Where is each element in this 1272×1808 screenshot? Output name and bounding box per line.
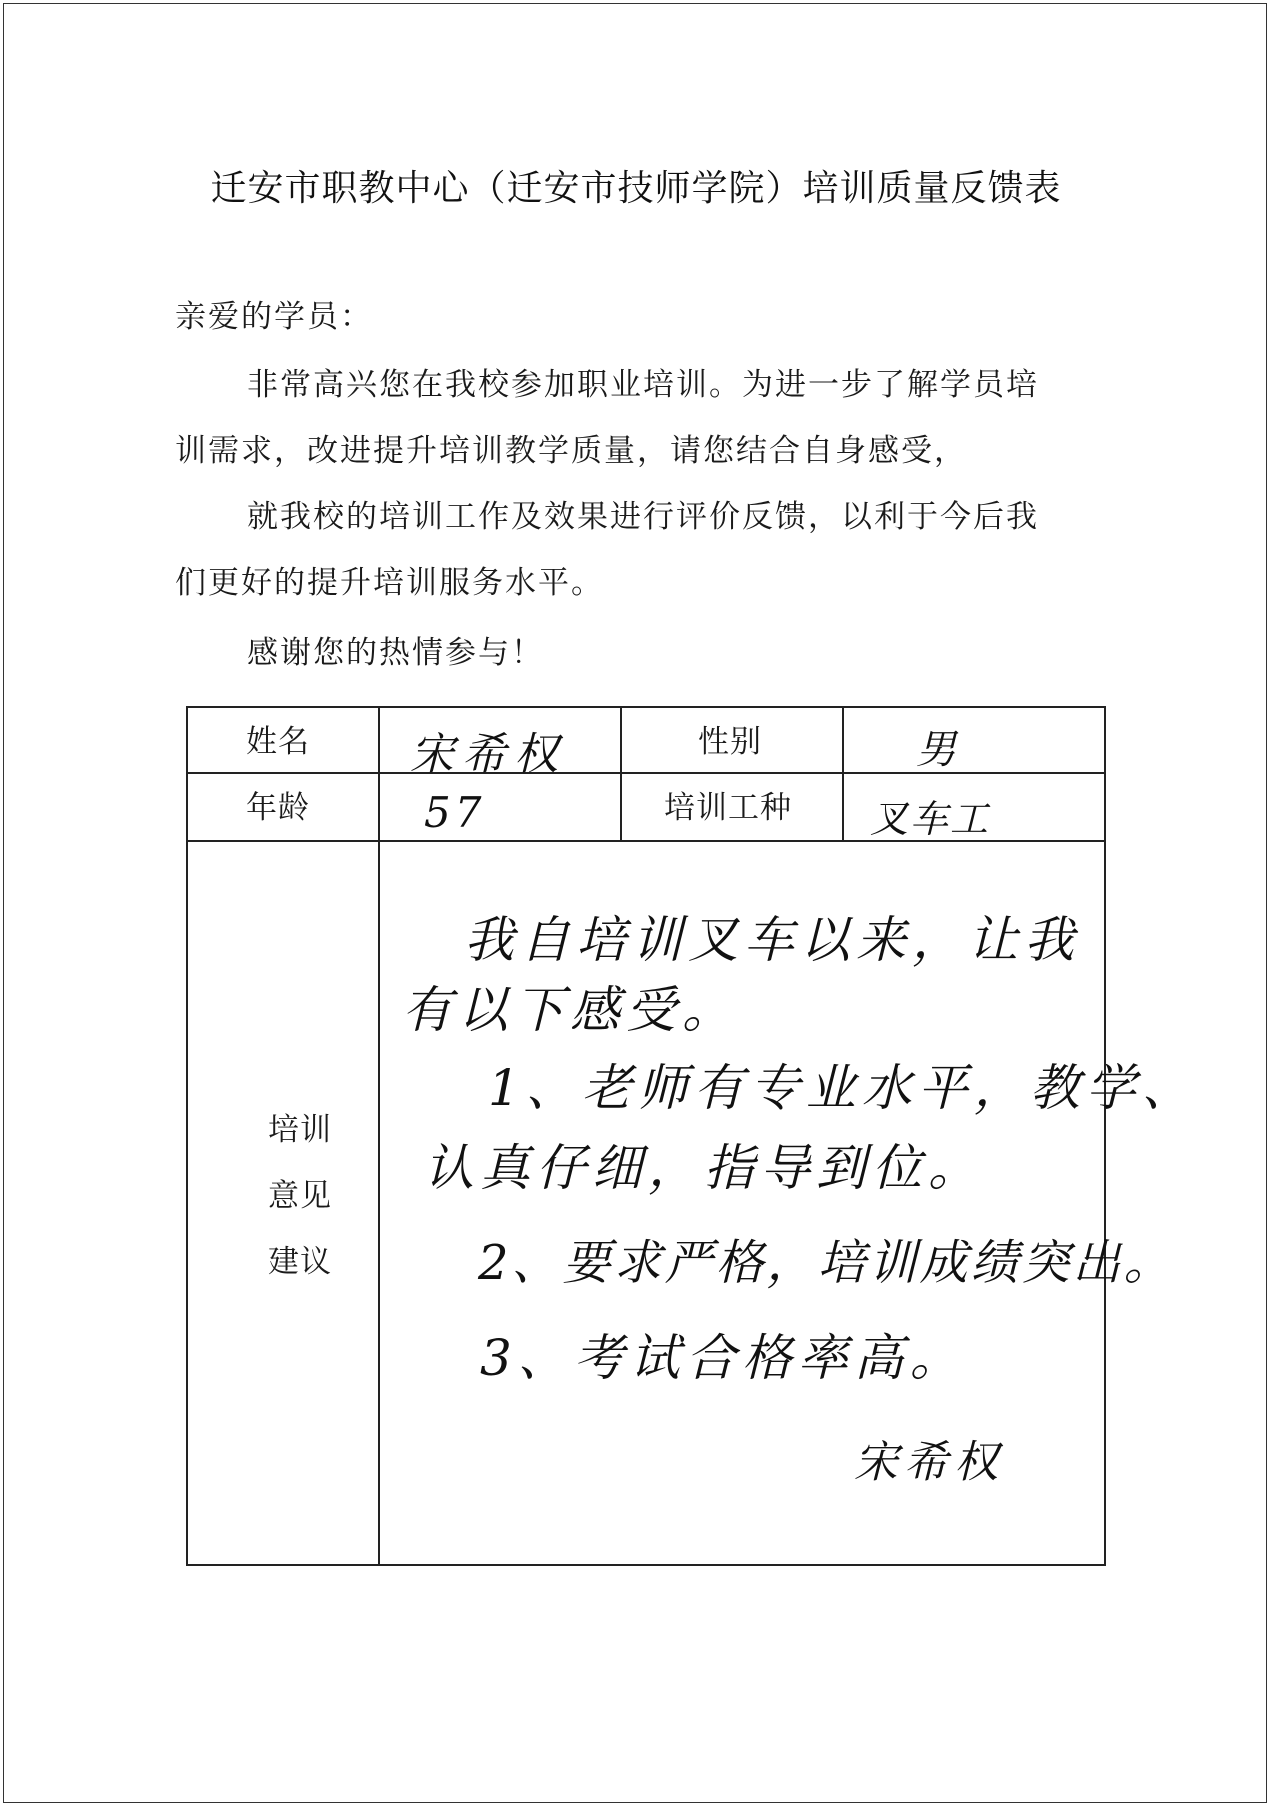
column-divider	[842, 708, 844, 840]
intro-line-1: 非常高兴您在我校参加职业培训。为进一步了解学员培	[247, 367, 1039, 403]
gender-value: 男	[916, 727, 956, 773]
feedback-line-2: 有以下感受。	[402, 981, 738, 1039]
name-value: 宋希权	[410, 729, 566, 780]
row-divider	[188, 772, 1104, 774]
name-label: 姓名	[246, 724, 310, 760]
trade-value: 叉车工	[870, 797, 991, 841]
intro-paragraph	[175, 352, 1075, 616]
document-title: 迁安市职教中心（迁安市技师学院）培训质量反馈表	[210, 168, 1062, 209]
age-value: 57	[424, 788, 486, 837]
feedback-label-line-2: 意见	[268, 1178, 332, 1214]
feedback-line-1: 我自培训叉车以来，让我	[464, 911, 1080, 969]
feedback-line-3: 1、老师有专业水平，教学、	[488, 1059, 1198, 1117]
feedback-line-4: 认真仔细，指导到位。	[424, 1139, 984, 1197]
trade-label: 培训工种	[664, 790, 792, 826]
greeting: 亲爱的学员：	[175, 299, 373, 335]
intro-line-2: 训需求，改进提升培训教学质量，请您结合自身感受，	[175, 433, 967, 469]
intro-line-4: 们更好的提升培训服务水平。	[175, 565, 604, 601]
feedback-form-table	[186, 706, 1198, 1566]
feedback-line-6: 3、考试合格率高。	[480, 1329, 966, 1387]
feedback-label-line-1: 培训	[268, 1112, 332, 1148]
column-divider	[378, 708, 380, 1564]
gender-label: 性别	[698, 724, 762, 760]
feedback-line-5: 2、要求严格，培训成绩突出。	[478, 1235, 1175, 1291]
thanks-line: 感谢您的热情参与！	[247, 635, 544, 671]
intro-line-3: 就我校的培训工作及效果进行评价反馈，以利于今后我	[247, 499, 1039, 535]
signature: 宋希权	[854, 1437, 1004, 1488]
column-divider	[620, 708, 622, 840]
feedback-label-line-3: 建议	[268, 1244, 332, 1280]
age-label: 年龄	[246, 790, 310, 826]
